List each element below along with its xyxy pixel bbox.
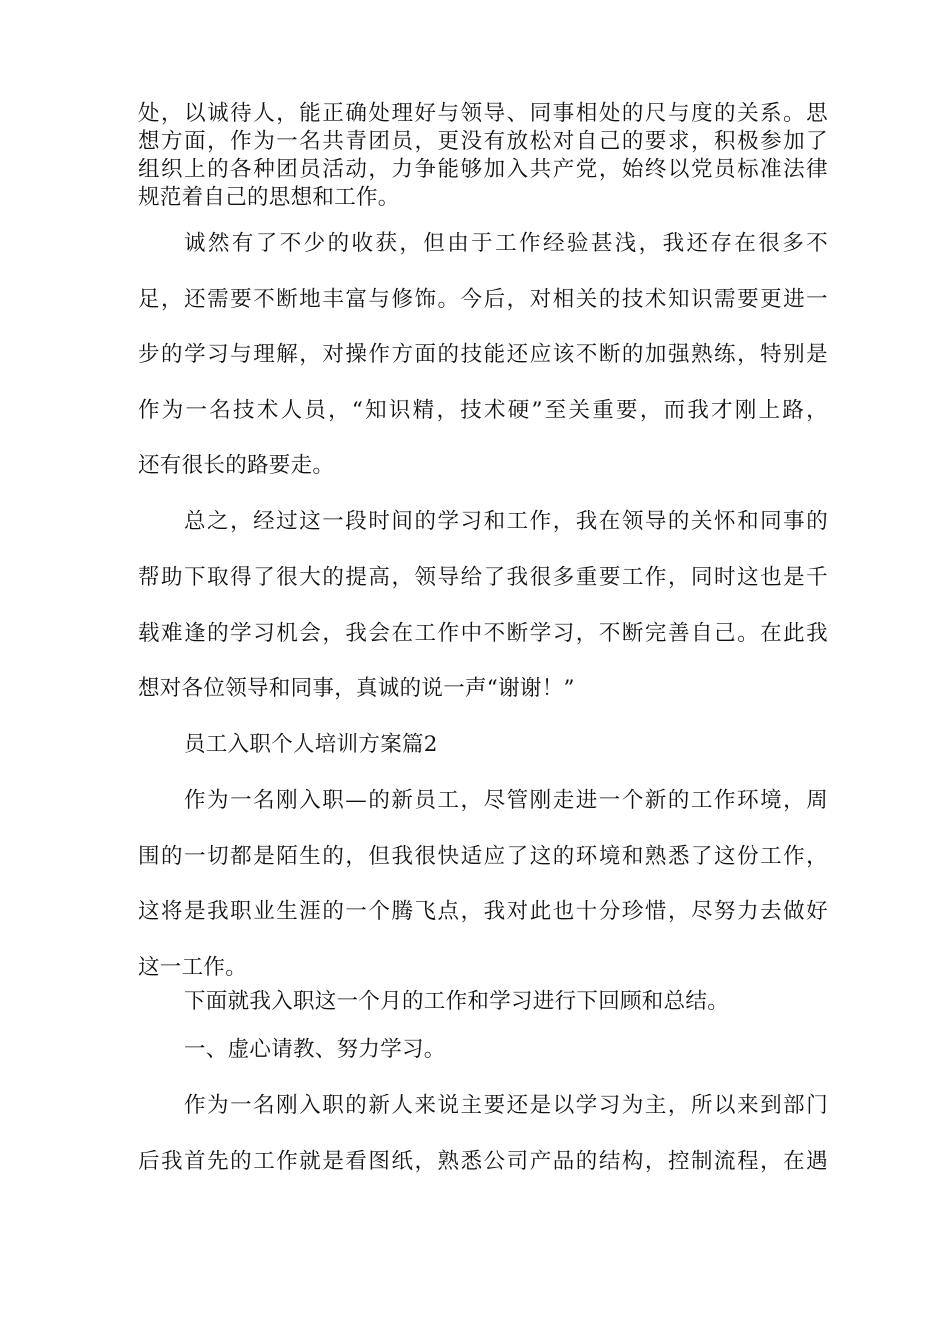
text-line: 作为一名刚入职—的新员工，尽管刚走进一个新的工作环境，周 (184, 788, 828, 813)
text-line: 围的一切都是陌生的，但我很快适应了这的环境和熟悉了这份工作， (138, 844, 828, 869)
text-line: 处，以诚待人，能正确处理好与领导、同事相处的尺与度的关系。思 (138, 101, 828, 126)
list-heading: 一、虚心请教、努力学习。 (184, 1037, 446, 1062)
text-line: 下面就我入职这一个月的工作和学习进行下回顾和总结。 (184, 989, 730, 1014)
text-line: 步的学习与理解，对操作方面的技能还应该不断的加强熟练，特别是 (138, 342, 828, 367)
text-line: 这一工作。 (138, 955, 248, 980)
text-line: 这将是我职业生涯的一个腾飞点，我对此也十分珍惜，尽努力去做好 (138, 899, 828, 924)
text-line: 诚然有了不少的收获，但由于工作经验甚浅，我还存在很多不 (184, 231, 828, 256)
text-line: 后我首先的工作就是看图纸，熟悉公司产品的结构，控制流程，在遇 (138, 1149, 828, 1174)
text-line: 组织上的各种团员活动，力争能够加入共产党，始终以党员标准法律 (138, 157, 828, 182)
section-heading: 员工入职个人培训方案篇2 (184, 732, 438, 757)
text-line: 作为一名技术人员，“知识精，技术硬”至关重要，而我才刚上路， (138, 398, 828, 423)
text-line: 规范着自己的思想和工作。 (138, 185, 400, 210)
text-line: 载难逢的学习机会，我会在工作中不断学习，不断完善自己。在此我 (138, 621, 828, 646)
text-line: 帮助下取得了很大的提高，领导给了我很多重要工作，同时这也是千 (138, 565, 828, 590)
text-line: 想对各位领导和同事，真诚的说一声“谢谢！” (138, 676, 575, 701)
text-line: 总之，经过这一段时间的学习和工作，我在领导的关怀和同事的 (184, 509, 828, 534)
text-line: 想方面，作为一名共青团员，更没有放松对自己的要求，积极参加了 (138, 129, 828, 154)
text-line: 作为一名刚入职的新人来说主要还是以学习为主，所以来到部门 (184, 1093, 828, 1118)
text-line: 足，还需要不断地丰富与修饰。今后，对相关的技术知识需要更进一 (138, 287, 828, 312)
text-line: 还有很长的路要走。 (138, 453, 335, 478)
